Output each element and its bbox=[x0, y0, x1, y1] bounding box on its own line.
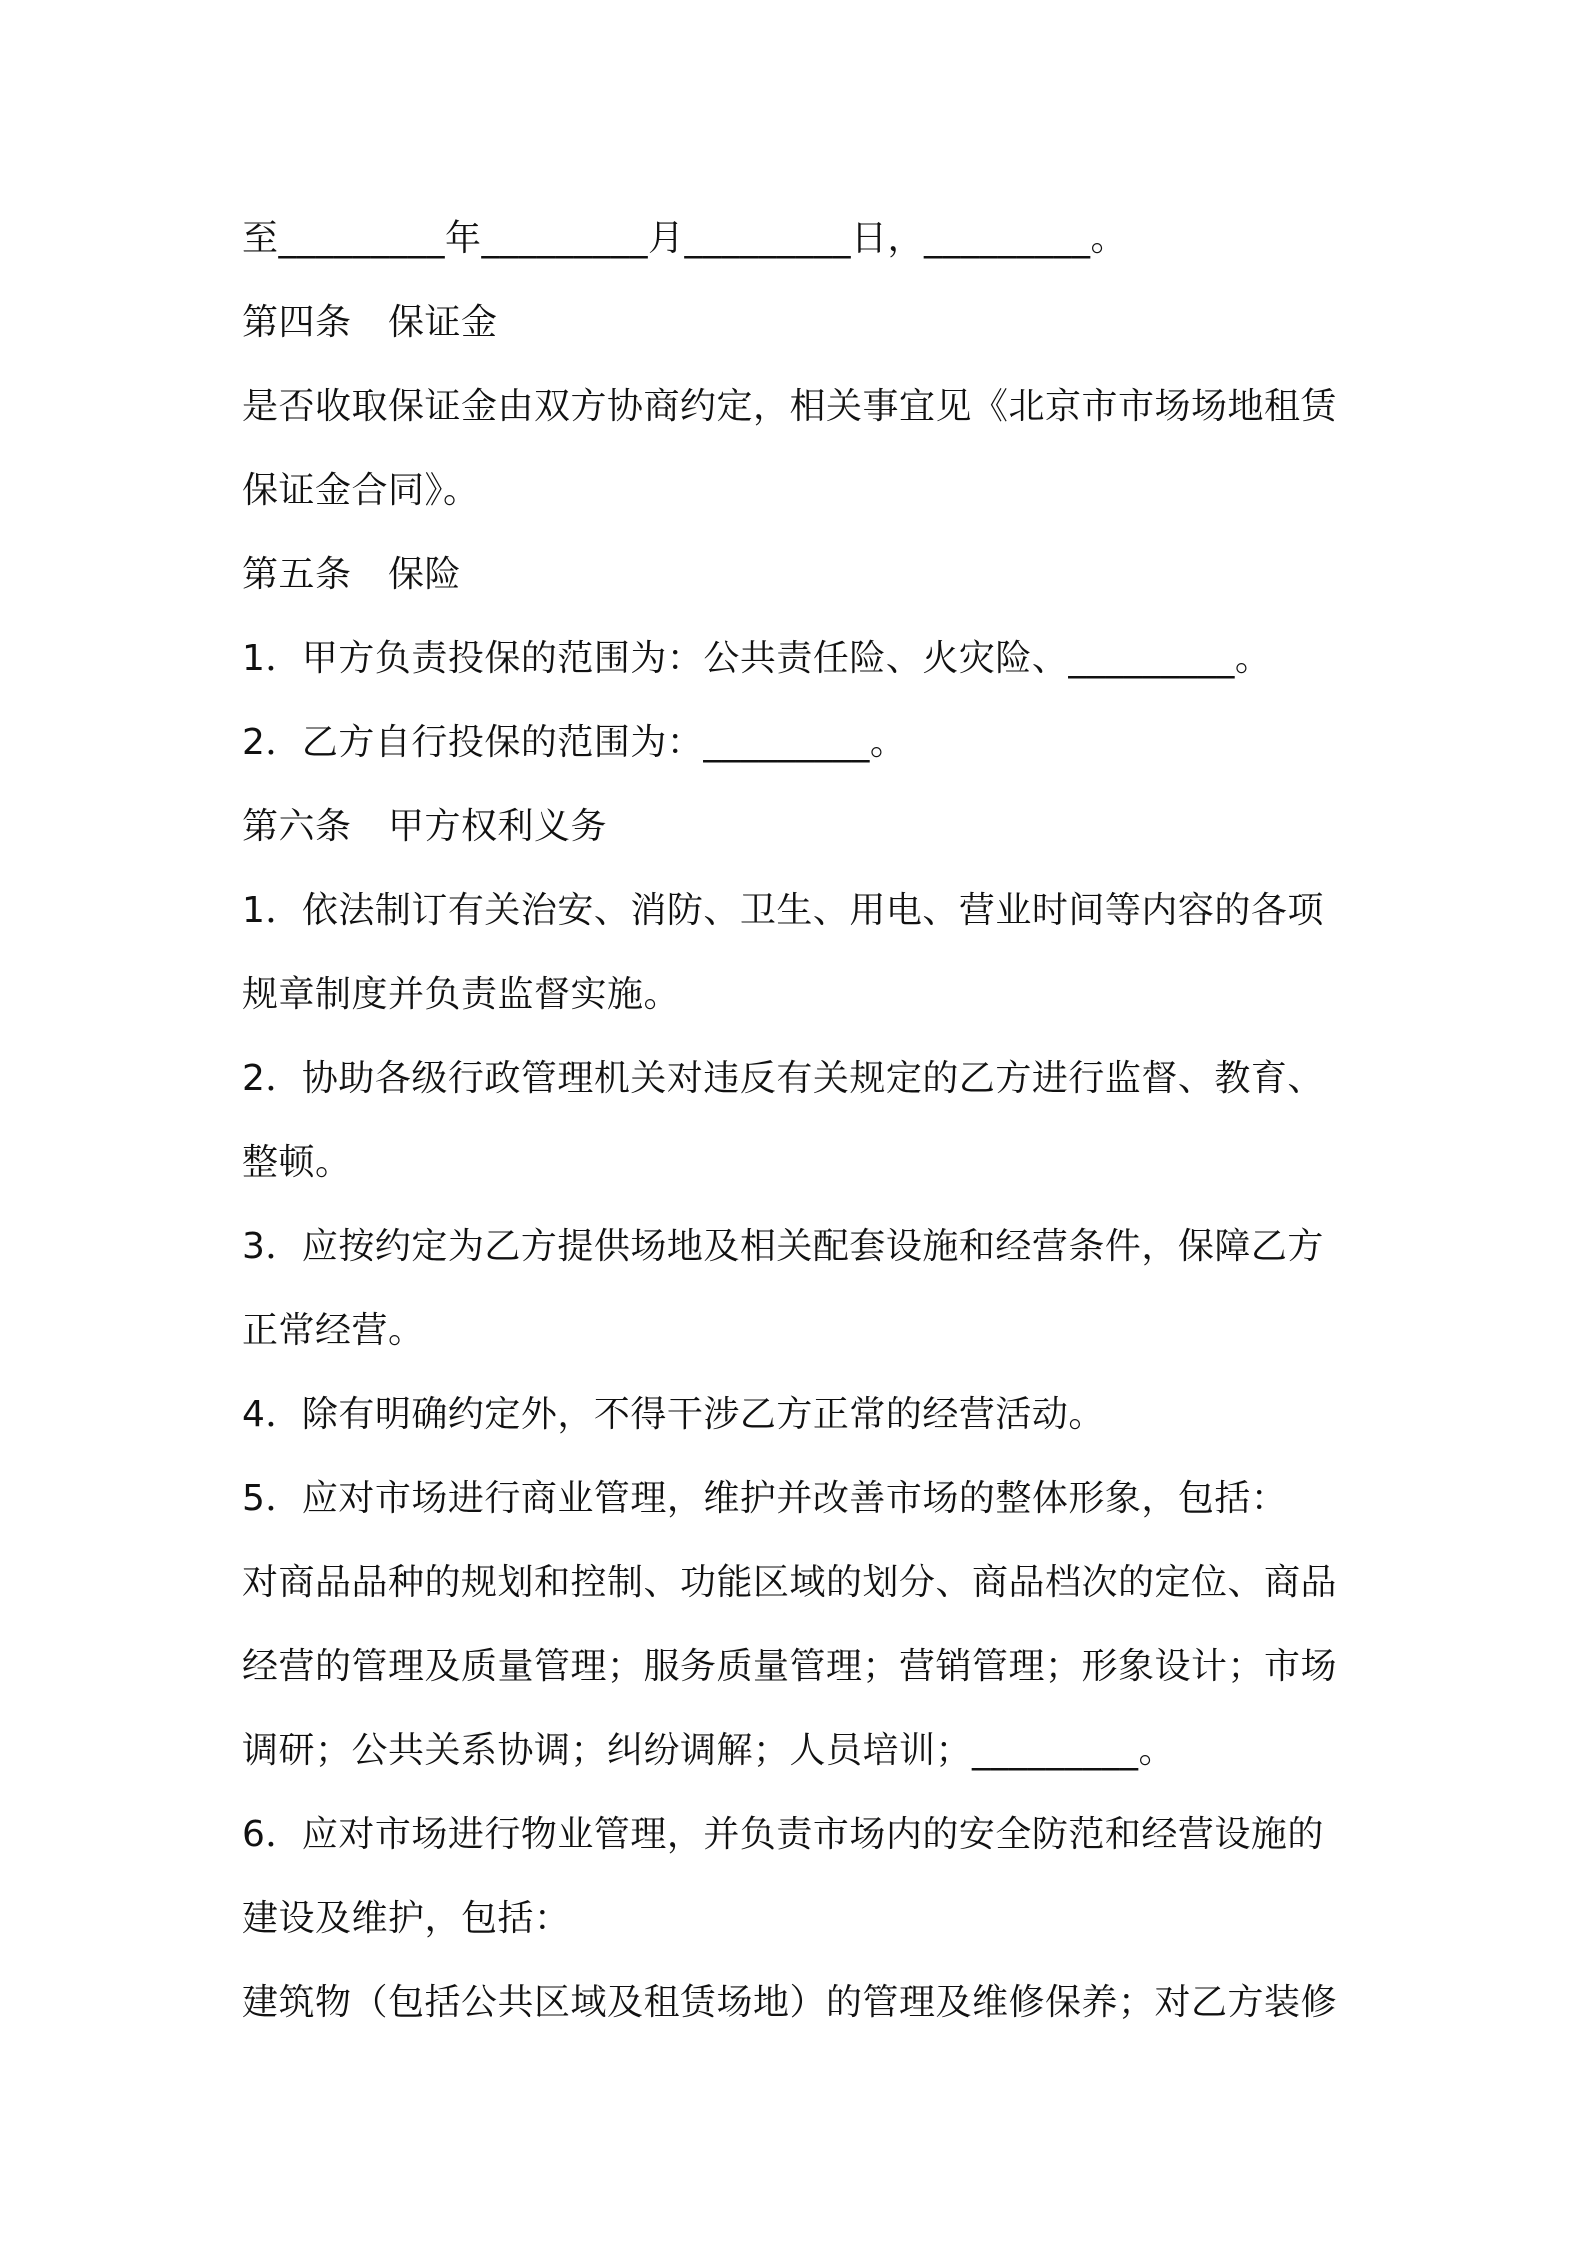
article-6-item-3-line-2: 正常经营。 bbox=[242, 1310, 425, 1351]
article-5-heading: 第五条 保险 bbox=[242, 554, 462, 595]
article-5-item-2: 2．乙方自行投保的范围为：_________。 bbox=[242, 722, 907, 763]
article-6-item-2-line-2: 整顿。 bbox=[242, 1142, 352, 1183]
article-4-text-line-2: 保证金合同》。 bbox=[242, 470, 480, 511]
article-6-item-1-line-1: 1．依法制订有关治安、消防、卫生、用电、营业时间等内容的各项 bbox=[242, 890, 1324, 931]
article-6-item-5-line-3: 经营的管理及质量管理；服务质量管理；营销管理；形象设计；市场 bbox=[242, 1646, 1338, 1687]
article-6-item-3-line-1: 3．应按约定为乙方提供场地及相关配套设施和经营条件，保障乙方 bbox=[242, 1226, 1324, 1267]
article-6-item-5-line-1: 5．应对市场进行商业管理，维护并改善市场的整体形象，包括： bbox=[242, 1478, 1288, 1519]
article-6-item-6-line-3: 建筑物（包括公共区域及租赁场地）的管理及维修保养；对乙方装修 bbox=[242, 1982, 1338, 2023]
article-6-item-1-line-2: 规章制度并负责监督实施。 bbox=[242, 974, 681, 1015]
article-6-item-5-line-2: 对商品品种的规划和控制、功能区域的划分、商品档次的定位、商品 bbox=[242, 1562, 1338, 1603]
article-4-heading: 第四条 保证金 bbox=[242, 302, 498, 343]
document-body bbox=[242, 197, 1362, 2045]
article-6-item-2-line-1: 2．协助各级行政管理机关对违反有关规定的乙方进行监督、教育、 bbox=[242, 1058, 1324, 1099]
article-4-text-line-1: 是否收取保证金由双方协商约定，相关事宜见《北京市市场场地租赁 bbox=[242, 386, 1338, 427]
article-5-item-1: 1．甲方负责投保的范围为：公共责任险、火灾险、_________。 bbox=[242, 638, 1272, 679]
article-6-item-5-line-4: 调研；公共关系协调；纠纷调解；人员培训；_________。 bbox=[242, 1730, 1176, 1771]
article-6-item-6-line-2: 建设及维护，包括： bbox=[242, 1898, 571, 1939]
date-blank-line: 至_________年_________月_________日，_________。 bbox=[242, 218, 1128, 259]
article-6-item-4: 4．除有明确约定外，不得干涉乙方正常的经营活动。 bbox=[242, 1394, 1105, 1435]
article-6-heading: 第六条 甲方权利义务 bbox=[242, 806, 608, 847]
article-6-item-6-line-1: 6．应对市场进行物业管理，并负责市场内的安全防范和经营设施的 bbox=[242, 1814, 1324, 1855]
